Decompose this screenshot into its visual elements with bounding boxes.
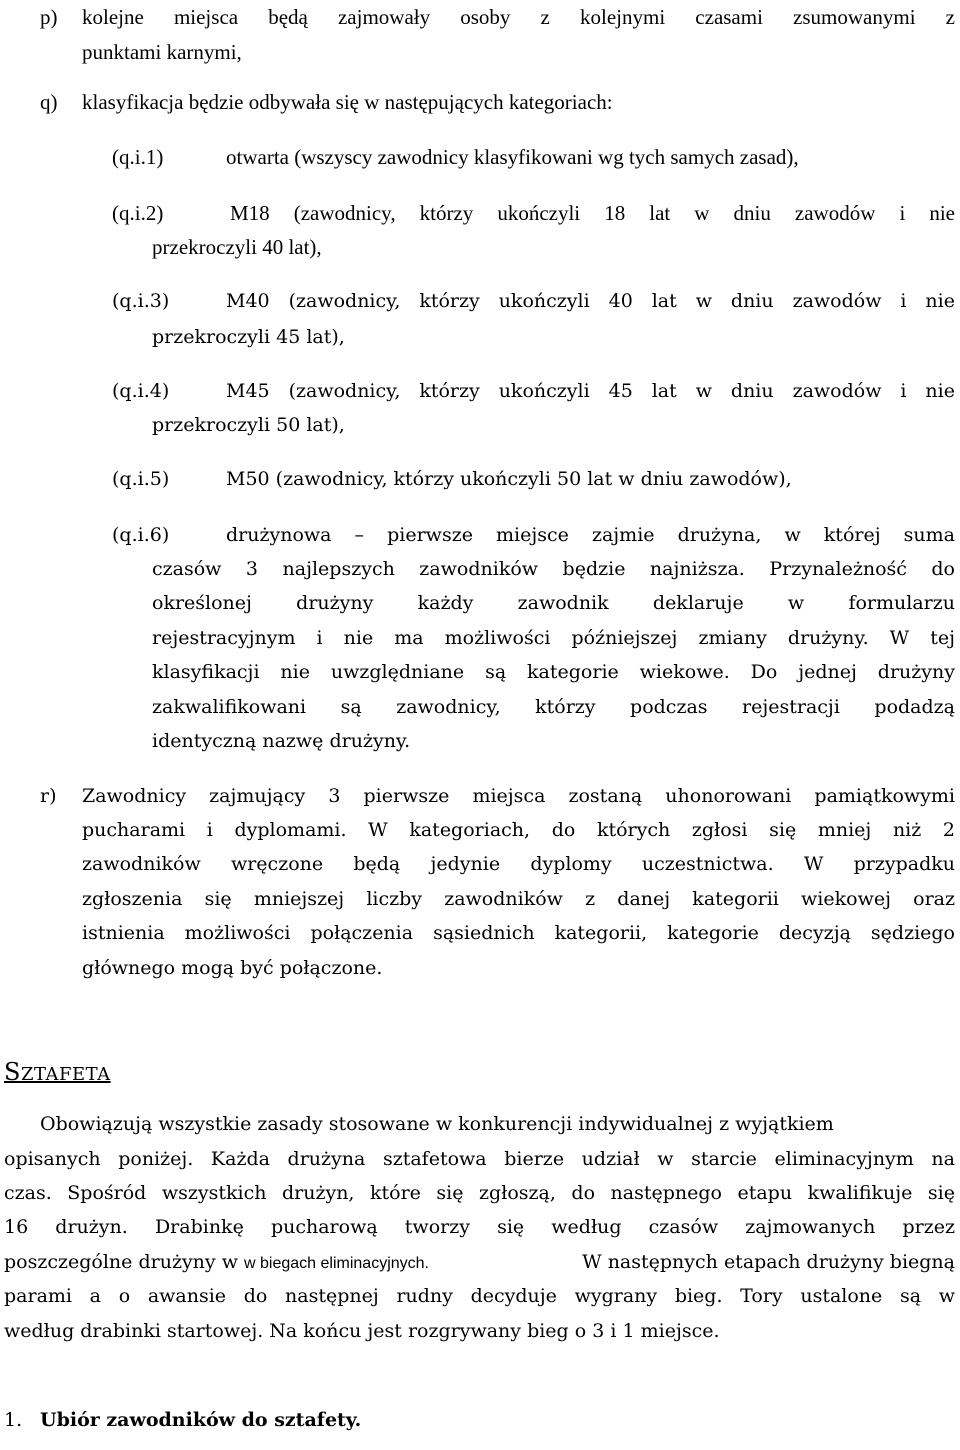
subitem-q5-label: (q.i.5) xyxy=(112,468,170,490)
subitem-q1-label: (q.i.1) xyxy=(112,145,164,169)
item-r-line-6: głównego mogą być połączone. xyxy=(82,957,383,979)
item-r-label: r) xyxy=(40,785,57,807)
sztafeta-line-5 xyxy=(4,1245,955,1281)
subitem-q6-line-3: określonej drużyny każdy zawodnik deklaruje w formularzu xyxy=(152,592,955,614)
item-r-line-4: zgłoszenia się mniejszej liczby zawodników z danej kategorii wiekowej oraz xyxy=(82,888,955,910)
subitem-q3-line-1: M40 (zawodnicy, którzy ukończyli 40 lat w dniu zawodów i nie xyxy=(226,290,955,312)
numbered-item-1-title: Ubiór zawodników do sztafety. xyxy=(40,1409,362,1431)
heading-rest: ZTAFETA xyxy=(20,1064,111,1085)
sztafeta-line-2: opisanych poniżej. Każda drużyna sztafetowa bierze udział w starcie eliminacyjnym na xyxy=(4,1148,955,1170)
sztafeta-line-6: parami a o awansie do następnej rudny decyduje wygrany bieg. Tory ustalone są w xyxy=(4,1285,955,1307)
sztafeta-line-3: czas. Spośród wszystkich drużyn, które się zgłoszą, do następnego etapu kwalifikuje się xyxy=(4,1182,955,1204)
item-p-line-1: kolejne miejsca będą zajmowały osoby z kolejnymi czasami zsumowanymi z xyxy=(82,5,955,29)
sztafeta-line-5-part-a: poszczególne drużyny w w biegach eliminacyjnych. xyxy=(4,1251,429,1273)
item-r-line-2: pucharami i dyplomami. W kategoriach, do których zgłosi się mniej niż 2 xyxy=(82,819,955,841)
subitem-q1-text: otwarta (wszyscy zawodnicy klasyfikowani wg tych samych zasad), xyxy=(226,145,799,169)
subitem-q2-line-2: przekroczyli 40 lat), xyxy=(152,235,322,259)
subitem-q5-text: M50 (zawodnicy, którzy ukończyli 50 lat w dniu zawodów), xyxy=(226,468,792,490)
item-r-line-3: zawodników wręczone będą jedynie dyplomy uczestnictwa. W przypadku xyxy=(82,853,955,875)
subitem-q6-line-7: identyczną nazwę drużyny. xyxy=(152,730,411,752)
subitem-q4-line-2: przekroczyli 50 lat), xyxy=(152,414,345,436)
subitem-q6-label: (q.i.6) xyxy=(112,524,170,546)
sztafeta-line-5-part-c: W następnych etapach drużyny biegną xyxy=(582,1251,955,1273)
section-heading-sztafeta xyxy=(4,1055,111,1092)
item-p-label: p) xyxy=(40,5,58,29)
subitem-q6-line-5: klasyfikacji nie uwzględniane są kategorie wiekowe. Do jednej drużyny xyxy=(152,661,955,683)
subitem-q6-line-2: czasów 3 najlepszych zawodników będzie najniższa. Przynależność do xyxy=(152,558,955,580)
subitem-q3-line-2: przekroczyli 45 lat), xyxy=(152,326,345,348)
item-r-line-1: Zawodnicy zajmujący 3 pierwsze miejsca zostaną uhonorowani pamiątkowymi xyxy=(82,785,955,807)
subitem-q2-label: (q.i.2) xyxy=(112,201,164,225)
item-q-label: q) xyxy=(40,90,58,114)
item-p-line-2: punktami karnymi, xyxy=(82,40,242,64)
subitem-q6-line-4: rejestracyjnym i nie ma możliwości późniejszej zmiany drużyny. W tej xyxy=(152,627,955,649)
numbered-item-1-number: 1. xyxy=(4,1409,23,1431)
item-q-text: klasyfikacja będzie odbywała się w następujących kategoriach: xyxy=(82,90,613,114)
item-r-line-5: istnienia możliwości połączenia sąsiednich kategorii, kategorie decyzją sędziego xyxy=(82,922,955,944)
heading-first-letter: S xyxy=(4,1058,21,1086)
sztafeta-line-7: według drabinki startowej. Na końcu jest rozgrywany bieg o 3 i 1 miejsce. xyxy=(4,1320,720,1342)
sztafeta-line-1: Obowiązują wszystkie zasady stosowane w konkurencji indywidualnej z wyjątkiem xyxy=(40,1113,834,1135)
subitem-q2-line-1: M18 (zawodnicy, którzy ukończyli 18 lat w dniu zawodów i nie xyxy=(230,201,955,225)
subitem-q6-line-1: drużynowa – pierwsze miejsce zajmie drużyna, w której suma xyxy=(226,524,955,546)
sztafeta-line-4: 16 drużyn. Drabinkę pucharową tworzy się według czasów zajmowanych przez xyxy=(4,1216,955,1238)
sztafeta-line-5-small: w biegach eliminacyjnych. xyxy=(244,1255,429,1272)
subitem-q6-line-6: zakwalifikowani są zawodnicy, którzy podczas rejestracji podadzą xyxy=(152,696,955,718)
subitem-q4-label: (q.i.4) xyxy=(112,380,170,402)
subitem-q3-label: (q.i.3) xyxy=(112,290,170,312)
subitem-q4-line-1: M45 (zawodnicy, którzy ukończyli 45 lat w dniu zawodów i nie xyxy=(226,380,955,402)
